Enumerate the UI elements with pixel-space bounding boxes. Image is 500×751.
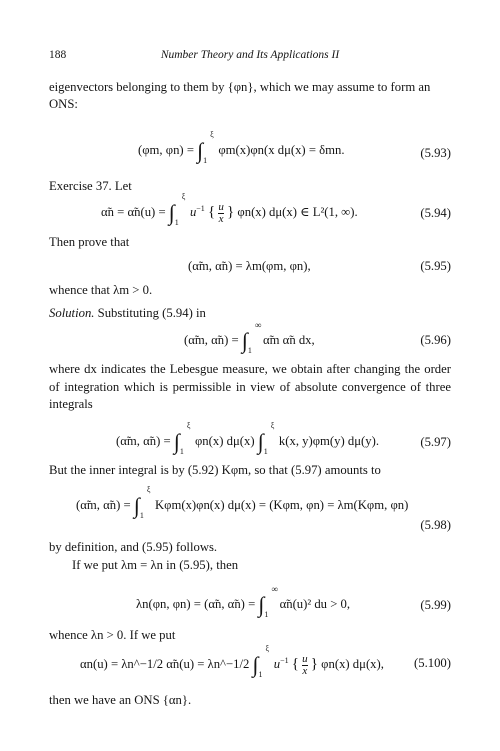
- paragraph-line: ONS:: [49, 97, 78, 111]
- upper-limit: ξ: [181, 192, 186, 201]
- eq-body: φm(x)φn(x dμ(x) = δmn.: [218, 143, 345, 157]
- equation-number: (5.97): [420, 435, 451, 449]
- upper-limit: ξ: [265, 644, 270, 653]
- lower-limit: 1: [263, 447, 268, 456]
- running-title: Number Theory and Its Applications II: [160, 49, 340, 61]
- equation-5-95: (α̃m, α̃n) = λm(φm, φn),: [188, 259, 311, 273]
- upper-limit: ξ: [186, 421, 191, 430]
- integral-symbol: ∫: [258, 592, 265, 617]
- equation-5-96: [184, 320, 315, 355]
- eq-body: φn(x) dμ(x),: [321, 657, 384, 671]
- equation-number: (5.99): [420, 598, 451, 612]
- solution-line: [49, 306, 206, 321]
- equation-number: (5.94): [420, 206, 451, 220]
- upper-limit: ∞: [271, 584, 278, 594]
- equation-5-94: α̃n = α̃n(u) = ∫ ξ 1 $u^{-1}$ { $\frac{u}{x}$ } φn(x) dμ(x) ∈ L²(1, ∞).: [101, 192, 358, 227]
- exercise-label: Exercise 37. Let: [49, 179, 132, 193]
- upper-limit: ∞: [254, 320, 262, 330]
- eq-body: α̃n(u)² du > 0,: [279, 597, 351, 611]
- eq-var: u: [189, 205, 197, 219]
- solution-label: Solution.: [49, 306, 95, 320]
- equation-number: (5.98): [420, 518, 451, 532]
- eq-lhs: α̃n = α̃n(u) =: [101, 205, 166, 219]
- upper-limit: ξ: [270, 421, 275, 430]
- equation-number: (5.100): [414, 656, 451, 670]
- integral-symbol: ∫: [252, 652, 259, 677]
- eq-var: u: [273, 657, 281, 671]
- equation-5-98: [76, 485, 409, 520]
- upper-limit: ξ: [210, 130, 214, 139]
- fraction-numerator: u: [218, 200, 224, 213]
- page-number: 188: [49, 49, 67, 61]
- paragraph-line: Then prove that: [49, 235, 130, 249]
- upper-limit: ξ: [146, 485, 151, 494]
- equation-5-93: [138, 130, 345, 165]
- integral-symbol: ∫: [241, 328, 248, 353]
- eq-lhs: (α̃m, α̃n) =: [184, 333, 239, 347]
- equation-5-99: [136, 584, 351, 619]
- lower-limit: 1: [139, 511, 144, 520]
- eq-lhs: (α̃m, α̃n) =: [116, 434, 171, 448]
- eq-lhs: λn(φn, φn) = (α̃n, α̃n) =: [136, 597, 256, 611]
- eq-lhs: αn(u) = λn^−1/2 α̃n(u) = λn^−1/2: [80, 657, 250, 671]
- paragraph-line: If we put λm = λn in (5.95), then: [72, 558, 239, 572]
- paragraph-line: But the inner integral is by (5.92) Kφm, so that (5.97) amounts to: [49, 463, 381, 477]
- eq-lhs: (α̃m, α̃n) =: [76, 498, 131, 512]
- equation-5-97: [116, 421, 379, 456]
- lower-limit: 1: [179, 447, 184, 456]
- equation-number: (5.93): [420, 146, 451, 160]
- lower-limit: 1: [258, 670, 263, 679]
- paragraph-line: by definition, and (5.95) follows.: [49, 540, 218, 554]
- paragraph-line: whence λn > 0. If we put: [49, 628, 176, 642]
- integral-symbol: ∫: [173, 429, 180, 454]
- fraction-denominator: x: [218, 212, 224, 225]
- equation-5-100: αn(u) = λn^−1/2 α̃n(u) = λn^−1/2 ∫ ξ 1 $u^{-1}$ { $\frac{u}{x}$ } φn(x) dμ(x),: [80, 644, 384, 679]
- solution-text: Substituting (5.94) in: [94, 306, 206, 320]
- eq-body: φn(x) dμ(x) ∈ L²(1, ∞).: [237, 205, 358, 219]
- eq-body: φn(x) dμ(x): [194, 434, 255, 448]
- lower-limit: 1: [247, 346, 252, 355]
- lower-limit: 1: [174, 218, 179, 227]
- fraction-numerator: u: [302, 652, 308, 665]
- paragraph-line: then we have an ONS {αn}.: [49, 693, 192, 707]
- eq-body: α̃m α̃n dx,: [262, 333, 315, 347]
- fraction-denominator: x: [302, 664, 308, 677]
- eq-body: Kφm(x)φn(x) dμ(x) = (Kφm, φn) = λm(Kφm, φn): [154, 498, 409, 512]
- eq-exponent: −1: [196, 203, 205, 213]
- lower-limit: 1: [203, 156, 208, 165]
- equation-number: (5.95): [420, 259, 451, 273]
- eq-body: k(x, y)φm(y) dμ(y).: [278, 434, 379, 448]
- lower-limit: 1: [264, 610, 269, 619]
- eq-lhs: (φm, φn) =: [138, 143, 194, 157]
- paragraph: where dx indicates the Lebesgue measure, we obtain after changing the order of integration which is permissible in view of absolute convergence of three integrals: [49, 362, 451, 411]
- integral-symbol: ∫: [168, 200, 175, 225]
- integral-symbol: ∫: [133, 493, 140, 518]
- paragraph-line: whence that λm > 0.: [49, 283, 153, 297]
- paragraph-line: eigenvectors belonging to them by {φn}, which we may assume to form an: [49, 80, 431, 94]
- integral-symbol: ∫: [257, 429, 264, 454]
- equation-number: (5.96): [420, 333, 451, 347]
- eq-exponent: −1: [280, 655, 289, 665]
- integral-symbol: ∫: [197, 138, 204, 163]
